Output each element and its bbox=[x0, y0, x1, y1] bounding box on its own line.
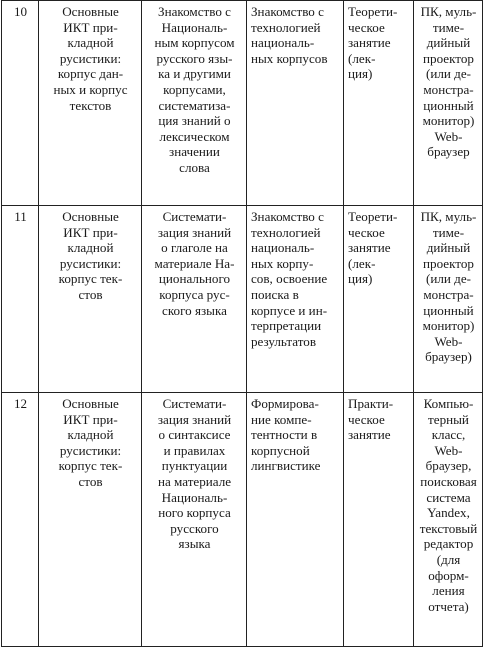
lesson-content: Системати- зация знаний о синтаксисе и правилах пунктуации на материале Националь- ного корпуса русского языка bbox=[142, 393, 247, 647]
lesson-content: Знакомство с Националь- ным корпусом русского язы- ка и другими корпусами, систематиза- ция знаний о лексическом значении слова bbox=[142, 1, 247, 206]
lesson-equipment: Компью- терный класс, Web- браузер, поисковая система Yandex, текстовый редактор (для оформ- ления отчета) bbox=[414, 393, 483, 647]
lesson-form: Теорети- ческое занятие (лек- ция) bbox=[344, 206, 414, 393]
lesson-topic: Основные ИКТ при- кладной русистики: корпус тек- стов bbox=[39, 393, 142, 647]
lesson-goal: Знакомство с технологией националь- ных корпу- сов, освоение поиска в корпусе и ин- терпретации результатов bbox=[247, 206, 344, 393]
lesson-topic: Основные ИКТ при- кладной русистики: корпус дан- ных и корпус текстов bbox=[39, 1, 142, 206]
lesson-equipment: ПК, муль- тиме- дийный проектор (или де- монстра- ционный монитор) Web- браузер) bbox=[414, 206, 483, 393]
lesson-form: Теорети- ческое занятие (лек- ция) bbox=[344, 1, 414, 206]
lesson-number: 11 bbox=[2, 206, 39, 393]
lesson-equipment: ПК, муль- тиме- дийный проектор (или де- монстра- ционный монитор) Web- браузер bbox=[414, 1, 483, 206]
lesson-goal: Знакомство с технологией националь- ных корпусов bbox=[247, 1, 344, 206]
lesson-topic: Основные ИКТ при- кладной русистики: корпус тек- стов bbox=[39, 206, 142, 393]
table-row bbox=[2, 1, 483, 206]
table-row bbox=[2, 393, 483, 647]
lesson-content: Системати- зация знаний о глаголе на материале На- ционального корпуса рус- ского языка bbox=[142, 206, 247, 393]
table-row bbox=[2, 206, 483, 393]
lesson-goal: Формирова- ние компе- тентности в корпусной лингвистике bbox=[247, 393, 344, 647]
lesson-form: Практи- ческое занятие bbox=[344, 393, 414, 647]
lesson-number: 12 bbox=[2, 393, 39, 647]
lesson-plan-table bbox=[1, 0, 483, 647]
lesson-number: 10 bbox=[2, 1, 39, 206]
